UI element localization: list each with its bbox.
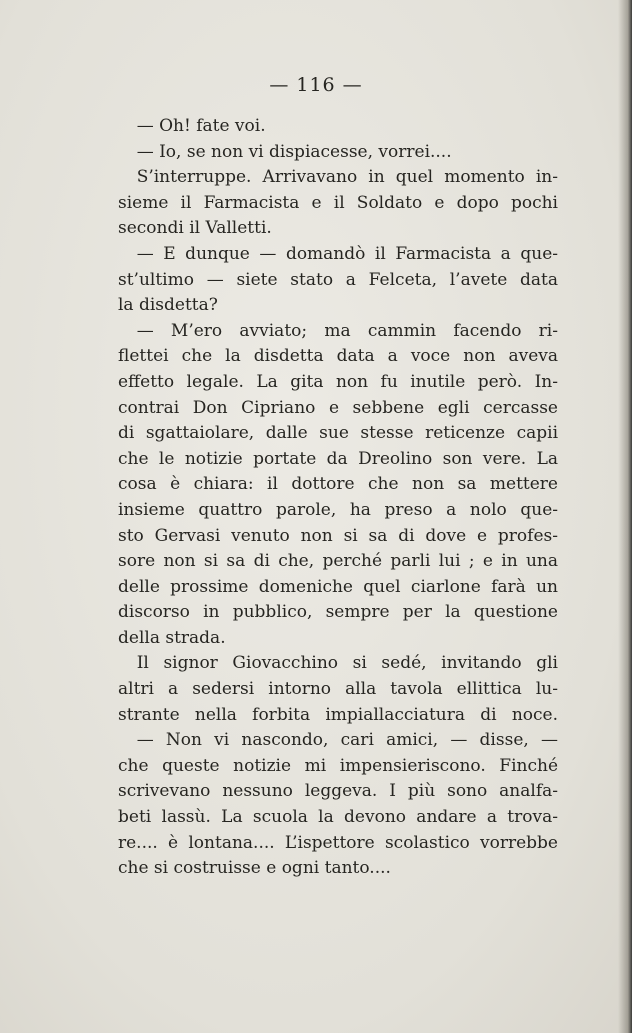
text-line: che queste notizie mi impensieriscono. Finché — [118, 755, 558, 776]
text-line: sieme il Farmacista e il Soldato e dopo pochi — [118, 192, 558, 213]
text-line: — E dunque — domandò il Farmacista a que- — [136, 243, 558, 264]
text-line: — Io, se non vi dispiacesse, vorrei.... — [136, 141, 452, 162]
text-line: discorso in pubblico, sempre per la questione — [118, 602, 558, 623]
text-line: — Oh! fate voi. — [136, 116, 266, 136]
page-edge-shadow — [618, 0, 632, 1033]
text-line: beti lassù. La scuola la devono andare a trova- — [118, 807, 558, 828]
text-line: — M’ero avviato; ma cammin facendo ri- — [136, 320, 558, 341]
text-line: scrivevano nessuno leggeva. I più sono analfa- — [118, 781, 558, 802]
text-line: effetto legale. La gita non fu inutile però. In- — [118, 371, 558, 392]
text-line: di sgattaiolare, dalle sue stesse reticenze capii — [118, 423, 558, 444]
body-text — [118, 114, 558, 882]
text-line: della strada. — [118, 627, 226, 648]
text-line: Il signor Giovacchino si sedé, invitando gli — [136, 653, 558, 674]
text-line: sto Gervasi venuto non si sa di dove e profes- — [118, 525, 558, 546]
text-line: sore non si sa di che, perché parli lui ; e in una — [118, 551, 558, 572]
text-line: S’interruppe. Arrivavano in quel momento in- — [136, 167, 558, 188]
page-number: — 116 — — [269, 74, 363, 96]
text-line: che le notizie portate da Dreolino son vere. La — [118, 448, 558, 469]
text-line: delle prossime domeniche quel ciarlone farà un — [118, 576, 558, 597]
text-line: re.... è lontana.... L’ispettore scolastico vorrebbe — [118, 832, 558, 853]
text-line: strante nella forbita impiallacciatura di noce. — [118, 704, 558, 725]
text-line: — Non vi nascondo, cari amici, — disse, — — [136, 730, 558, 751]
text-line: la disdetta? — [118, 295, 218, 316]
text-line: flettei che la disdetta data a voce non aveva — [118, 346, 558, 367]
text-line: st’ultimo — siete stato a Felceta, l’avete data — [118, 269, 558, 290]
text-line: che si costruisse e ogni tanto.... — [118, 858, 391, 879]
text-line: contrai Don Cipriano e sebbene egli cercasse — [118, 397, 558, 418]
text-line: cosa è chiara: il dottore che non sa mettere — [118, 474, 558, 495]
text-line: secondi il Valletti. — [118, 218, 272, 239]
text-line: insieme quattro parole, ha preso a nolo que- — [118, 499, 558, 520]
text-line: altri a sedersi intorno alla tavola ellittica lu- — [118, 679, 558, 700]
